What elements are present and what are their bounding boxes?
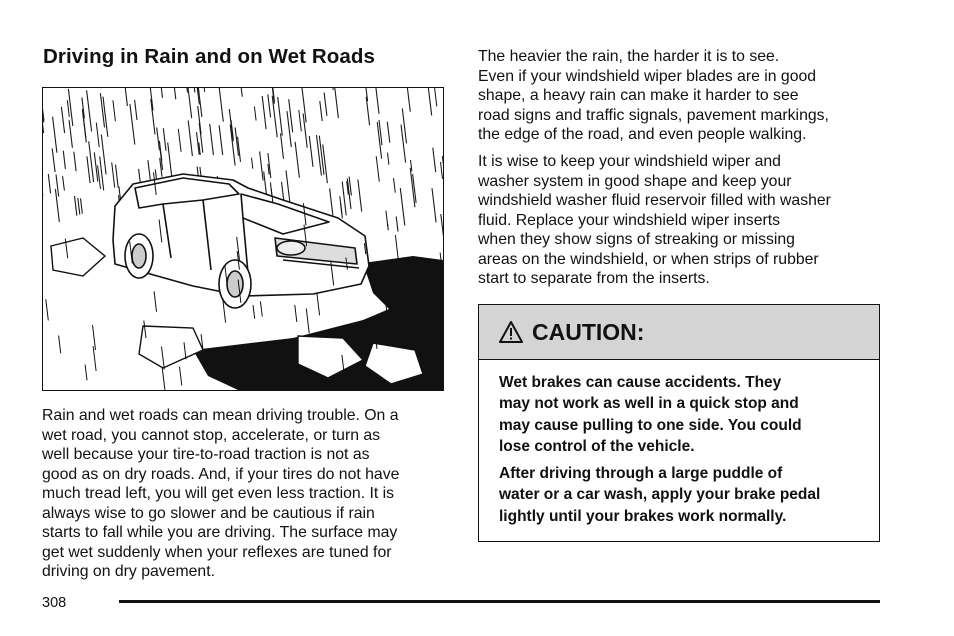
rain-streak [69, 120, 72, 148]
text-line: road signs and traffic signals, pavement markings, [478, 106, 829, 124]
text-line: start to separate from the inserts. [478, 270, 710, 287]
rain-streak [218, 88, 223, 122]
rain-streak [319, 136, 324, 175]
rain-streak [441, 162, 443, 179]
wiper-maintenance-paragraph [478, 152, 888, 289]
text-line: get wet suddenly when your reflexes are tuned for [42, 543, 392, 561]
rain-streak [309, 136, 313, 167]
rain-streak [188, 88, 192, 118]
caution-title: CAUTION: [532, 318, 645, 345]
rain-streak [94, 153, 98, 182]
rain-streak [331, 88, 333, 90]
rain-streak [130, 104, 135, 145]
rain-streak [63, 176, 65, 190]
rain-streak [262, 96, 266, 129]
rain-streak [178, 129, 181, 152]
rain-streak [260, 151, 264, 180]
text-line: water or a car wash, apply your brake pedal [499, 486, 821, 504]
text-line: lose control of the vehicle. [499, 437, 695, 455]
rain-streak [67, 100, 69, 117]
visibility-paragraph [478, 47, 888, 145]
rain-streak [252, 158, 253, 169]
text-line: Wet brakes can cause accidents. They [499, 374, 782, 391]
rain-streak [295, 142, 299, 178]
caution-box [478, 304, 880, 542]
rain-streak [376, 88, 379, 114]
rain-streak [157, 127, 160, 150]
rain-streak [281, 133, 284, 158]
rain-streak [272, 96, 277, 137]
rain-streak [53, 117, 57, 153]
text-line: the edge of the road, and even people walking. [478, 126, 807, 143]
rain-streak [112, 162, 115, 187]
text-line: well because your tire-to-road traction is not as [42, 446, 370, 463]
rain-streak [376, 156, 379, 182]
rain-streak [286, 170, 290, 205]
text-line: It is wise to keep your windshield wiper and [478, 153, 781, 170]
rain-streak [43, 91, 44, 123]
rain-streak [317, 135, 322, 176]
caution-body [479, 360, 879, 527]
text-line: good as on dry roads. And, if your tires do not have [42, 465, 400, 483]
rain-streak [434, 88, 437, 106]
text-line: driving on dry pavement. [42, 563, 215, 580]
rain-streak [210, 124, 214, 155]
rain-streak [151, 99, 155, 134]
rain-streak [87, 156, 90, 183]
rain-streak [394, 178, 396, 193]
rain-streak [334, 88, 339, 118]
rain-streak [388, 153, 389, 165]
rain-streak [303, 113, 307, 147]
rain-streak [63, 151, 65, 169]
text-line: fluid. Replace your windshield wiper inserts [478, 211, 781, 229]
rain-streak [340, 196, 342, 213]
rain-streak [433, 148, 436, 172]
rain-streak [193, 88, 195, 92]
caution-header [479, 305, 879, 360]
rain-streak [432, 188, 436, 222]
rain-streak [442, 156, 443, 187]
text-line: always wise to go slower and be cautious if rain [42, 504, 375, 522]
rain-streak [320, 101, 322, 121]
illustration-svg [43, 88, 443, 390]
rain-streak [74, 152, 76, 172]
warning-triangle-icon [499, 320, 523, 344]
text-line: Even if your windshield wiper blades are in good [478, 67, 817, 85]
rain-streak [113, 100, 116, 121]
rain-streak [406, 88, 410, 112]
rain-streak [55, 189, 59, 224]
rain-streak [87, 90, 92, 131]
rain-streak [358, 180, 362, 212]
footer-rule [119, 600, 880, 603]
rain-streak [219, 125, 223, 155]
rain-streak [185, 88, 188, 93]
rain-minivan-illustration [42, 87, 444, 391]
rain-streak [101, 135, 106, 175]
text-line: lightly until your brakes work normally. [499, 507, 787, 525]
section-heading: Driving in Rain and on Wet Roads [43, 45, 375, 68]
rain-streak [116, 165, 119, 188]
rain-streak [278, 97, 283, 136]
rain-streak [135, 100, 137, 120]
text-line: may cause pulling to one side. You could [499, 416, 802, 434]
rain-streak [323, 145, 328, 184]
rain-traction-paragraph [42, 406, 447, 582]
rain-streak [299, 110, 302, 131]
rain-streak [324, 93, 327, 116]
rain-streak [52, 148, 55, 172]
text-line: may not work as well in a quick stop and [499, 395, 799, 413]
text-line: After driving through a large puddle of [499, 465, 783, 483]
rain-streak [239, 88, 242, 97]
rain-streak [387, 122, 390, 143]
rain-streak [100, 93, 104, 127]
caution-paragraph-puddle [499, 463, 879, 527]
text-line: starts to fall while you are driving. The surface may [42, 524, 398, 541]
text-line: windshield washer fluid reservoir filled with washer [478, 192, 831, 209]
rain-streak [48, 174, 50, 193]
rain-streak [386, 211, 388, 227]
rain-streak [428, 88, 431, 116]
text-line: much tread left, you will get even less traction. It is [42, 485, 395, 502]
rain-streak [163, 128, 166, 151]
text-line: wet road, you cannot stop, accelerate, or turn as [42, 426, 381, 444]
text-line: The heavier the rain, the harder it is to see. [478, 48, 780, 65]
rain-streak [61, 107, 64, 133]
rain-streak [254, 107, 256, 121]
rain-streak [203, 88, 205, 92]
text-line: Rain and wet roads can mean driving trouble. On a [42, 407, 399, 424]
text-line: areas on the windshield, or when strips of rubber [478, 250, 819, 268]
text-line: when they show signs of streaking or missing [478, 231, 795, 248]
rain-streak [148, 160, 151, 182]
rain-streak [342, 182, 346, 216]
rain-streak [160, 88, 162, 98]
rain-streak [96, 123, 99, 148]
rain-streak [123, 88, 127, 106]
rain-streak [98, 165, 101, 189]
rain-streak [268, 94, 271, 117]
rain-streak [188, 121, 192, 157]
rain-streak [400, 188, 405, 226]
caution-paragraph-brakes [499, 372, 879, 457]
page-number: 308 [42, 595, 67, 611]
rain-streak [173, 88, 175, 99]
text-line: shape, a heavy rain can make it harder to see [478, 87, 799, 104]
text-line: washer system in good shape and keep your [478, 172, 792, 190]
